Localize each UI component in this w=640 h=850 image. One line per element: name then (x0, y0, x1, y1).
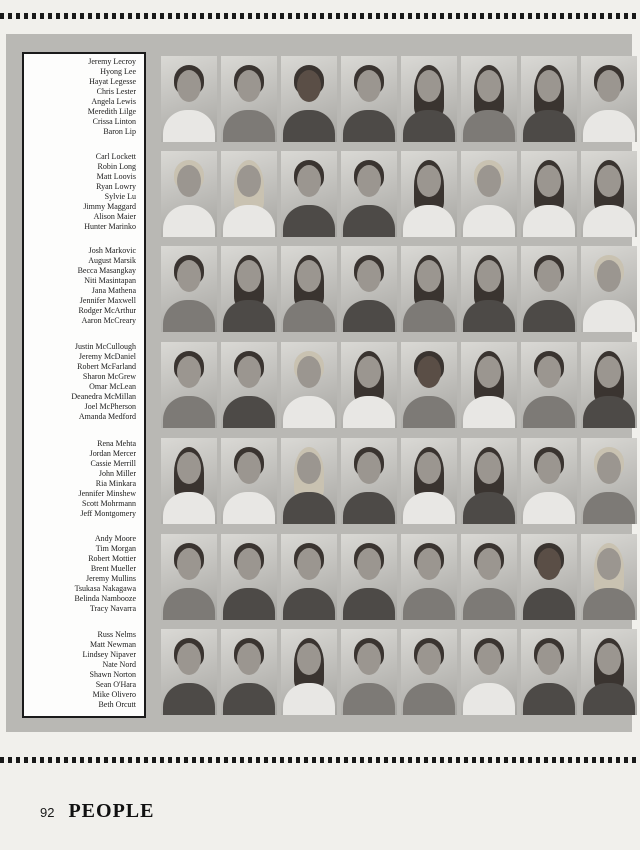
student-name: Alison Maier (93, 212, 136, 221)
student-portrait (461, 342, 517, 428)
portrait-row-4 (157, 342, 629, 428)
student-name: Aaron McCreary (81, 316, 136, 325)
page-number: 92 (40, 805, 55, 820)
student-portrait (461, 534, 517, 620)
name-group-1 (88, 57, 136, 137)
student-portrait (581, 438, 637, 524)
student-name: Jana Mathena (91, 286, 136, 295)
student-name: Brent Mueller (90, 564, 136, 573)
student-portrait (221, 534, 277, 620)
student-name: Niti Masintapan (84, 276, 136, 285)
student-portrait (401, 151, 457, 237)
student-name: Lindsey Nipaver (82, 650, 136, 659)
student-portrait (161, 342, 217, 428)
portrait-row-3 (157, 246, 629, 332)
student-portrait (401, 246, 457, 332)
student-name: Jennifer Maxwell (79, 296, 136, 305)
portrait-row-2 (157, 151, 629, 237)
student-portrait (461, 246, 517, 332)
student-portrait (461, 438, 517, 524)
student-name: Beth Orcutt (98, 700, 136, 709)
student-name: Omar McLean (89, 382, 136, 391)
student-portrait (401, 56, 457, 142)
student-portrait (461, 56, 517, 142)
student-name: Becca Masangkay (77, 266, 136, 275)
student-name: Cassie Merrill (90, 459, 136, 468)
student-name: Robert McFarland (77, 362, 136, 371)
student-portrait (221, 151, 277, 237)
student-name: Andy Moore (94, 534, 136, 543)
student-name: Deanedra McMillan (71, 392, 136, 401)
bottom-dashed-rule (0, 757, 640, 763)
student-name: Matt Loovis (96, 172, 136, 181)
portrait-row-6 (157, 534, 629, 620)
student-portrait (581, 534, 637, 620)
student-name: Robin Long (97, 162, 136, 171)
student-name: John Miller (98, 469, 136, 478)
student-name: Scott Mohrmann (82, 499, 136, 508)
student-name: Josh Markovic (88, 246, 136, 255)
student-portrait (281, 342, 337, 428)
student-name: Angela Lewis (91, 97, 136, 106)
student-name: Shawn Norton (89, 670, 136, 679)
student-name: Sylvie Lu (104, 192, 136, 201)
student-portrait (521, 629, 577, 715)
student-name: Jeremy Mullins (86, 574, 136, 583)
student-name: Matt Newman (90, 640, 136, 649)
student-portrait (281, 246, 337, 332)
student-name: Mike Olivero (92, 690, 136, 699)
student-portrait (221, 342, 277, 428)
student-portrait (341, 342, 397, 428)
page-footer (40, 800, 154, 823)
student-portrait (161, 438, 217, 524)
student-name: Carl Lockett (95, 152, 136, 161)
student-portrait (221, 56, 277, 142)
student-portrait (221, 629, 277, 715)
student-portrait (401, 534, 457, 620)
name-group-7 (82, 630, 136, 710)
student-portrait (461, 151, 517, 237)
student-portrait (521, 438, 577, 524)
student-name: Amanda Medford (78, 412, 136, 421)
student-name: Sean O'Hara (95, 680, 136, 689)
names-column (22, 52, 146, 718)
student-portrait (161, 56, 217, 142)
student-portrait (581, 629, 637, 715)
student-portrait (521, 246, 577, 332)
student-name: Jeff Montgomery (80, 509, 136, 518)
student-portrait (401, 629, 457, 715)
name-group-6 (74, 534, 136, 614)
student-portrait (401, 438, 457, 524)
name-group-5 (78, 439, 136, 519)
student-portrait (341, 629, 397, 715)
portrait-row-1 (157, 56, 629, 142)
student-portrait (161, 534, 217, 620)
student-portrait (161, 629, 217, 715)
student-name: Rena Mehta (97, 439, 136, 448)
top-dashed-rule (0, 13, 640, 19)
student-portrait (521, 342, 577, 428)
student-name: Jordan Mercer (89, 449, 136, 458)
student-portrait (281, 534, 337, 620)
student-name: Tsukasa Nakagawa (74, 584, 136, 593)
student-portrait (221, 438, 277, 524)
student-name: Hunter Marinko (84, 222, 136, 231)
student-portrait (341, 151, 397, 237)
student-portrait (401, 342, 457, 428)
section-title: PEOPLE (68, 800, 155, 822)
student-portrait (581, 151, 637, 237)
student-portrait (281, 629, 337, 715)
student-name: Ria Minkara (95, 479, 136, 488)
student-portrait (281, 56, 337, 142)
student-portrait (521, 534, 577, 620)
student-name: Jimmy Maggard (83, 202, 136, 211)
student-portrait (581, 342, 637, 428)
student-portrait (461, 629, 517, 715)
student-portrait (161, 151, 217, 237)
name-group-3 (78, 246, 136, 326)
student-name: Belinda Nambooze (74, 594, 136, 603)
student-name: Ryan Lowry (96, 182, 136, 191)
student-portrait (521, 151, 577, 237)
student-name: Crissa Linton (92, 117, 136, 126)
student-name: Nate Nord (102, 660, 136, 669)
student-name: Joel McPherson (84, 402, 136, 411)
student-portrait (341, 246, 397, 332)
student-portrait (281, 438, 337, 524)
student-portrait (521, 56, 577, 142)
student-name: Robert Mottier (88, 554, 136, 563)
student-name: Russ Nelms (97, 630, 136, 639)
student-name: Tracy Navarra (89, 604, 136, 613)
student-portrait (581, 246, 637, 332)
name-group-2 (83, 152, 136, 232)
student-portrait (161, 246, 217, 332)
student-portrait (341, 56, 397, 142)
student-name: Jeremy Lecroy (88, 57, 136, 66)
student-name: Tim Morgan (95, 544, 136, 553)
student-portrait (221, 246, 277, 332)
student-name: Hayat Legesse (89, 77, 136, 86)
student-name: Sharon McGrew (82, 372, 136, 381)
student-name: Rodger McArthur (78, 306, 136, 315)
student-name: Jennifer Minshew (78, 489, 136, 498)
student-portrait (341, 438, 397, 524)
student-name: August Marsik (88, 256, 136, 265)
student-name: Jeremy McDaniel (78, 352, 136, 361)
student-name: Hyong Lee (100, 67, 136, 76)
student-portrait (341, 534, 397, 620)
name-group-4 (71, 342, 136, 422)
student-name: Meredith Lilge (87, 107, 136, 116)
portrait-grid (157, 52, 629, 718)
portrait-row-7 (157, 629, 629, 715)
student-name: Justin McCullough (74, 342, 136, 351)
student-name: Chris Lester (96, 87, 136, 96)
student-name: Baron Lip (103, 127, 136, 136)
portrait-row-5 (157, 438, 629, 524)
student-portrait (581, 56, 637, 142)
student-portrait (281, 151, 337, 237)
